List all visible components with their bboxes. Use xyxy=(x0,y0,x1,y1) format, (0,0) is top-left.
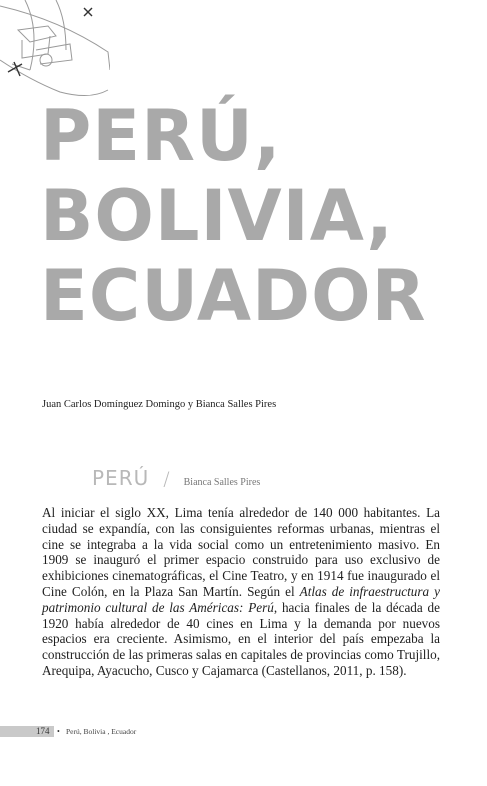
section-title: PERÚ xyxy=(92,466,150,490)
section-heading xyxy=(92,466,260,490)
title-line-ecuador: ECUADOR xyxy=(40,255,427,337)
section-separator: / xyxy=(163,468,170,490)
body-text-part-1: Al iniciar el siglo XX, Lima tenía alrededor de 140 000 habitantes. La ciudad se expandía, con las consiguientes reformas urbanas, mientras el cine se integraba a la vida social como un entretenimiento masivo. En 1909 se inauguró el primer espacio construido para uso exclusivo de exhibiciones cinematográficas, el Cine Teatro, y en 1914 fue inaugurado el Cine Colón, en la Plaza San Martín. Según el xyxy=(42,505,440,599)
body-text-atlas-title: Atlas de infraestructura y patrimonio cultural de las Américas: Perú xyxy=(42,583,440,615)
footer-bullet: • xyxy=(57,727,60,736)
title-line-bolivia: BOLIVIA, xyxy=(40,175,394,257)
chapter-title xyxy=(40,96,480,336)
page-number: 174 xyxy=(36,726,50,736)
footer-running-title: Perú, Bolivia , Ecuador xyxy=(66,727,137,736)
body-paragraph xyxy=(42,505,440,679)
chapter-authors: Juan Carlos Domínguez Domingo y Bianca Salles Pires xyxy=(42,399,277,410)
camera-sketch-illustration xyxy=(0,0,110,100)
section-author: Bianca Salles Pires xyxy=(183,477,261,488)
body-text-part-2: , hacia finales de la década de 1920 había alrededor de 40 cines en Lima y la demanda por nuevos espacios era creciente. Asimismo, en el interior del país empezaba la construcción de las primeras salas en capitales de provincias como Trujillo, Arequipa, Ayacucho, Cusco y Cajamarca (Castellanos, 2011, p. 158). xyxy=(42,599,440,678)
title-line-peru: PERÚ, xyxy=(40,95,282,177)
